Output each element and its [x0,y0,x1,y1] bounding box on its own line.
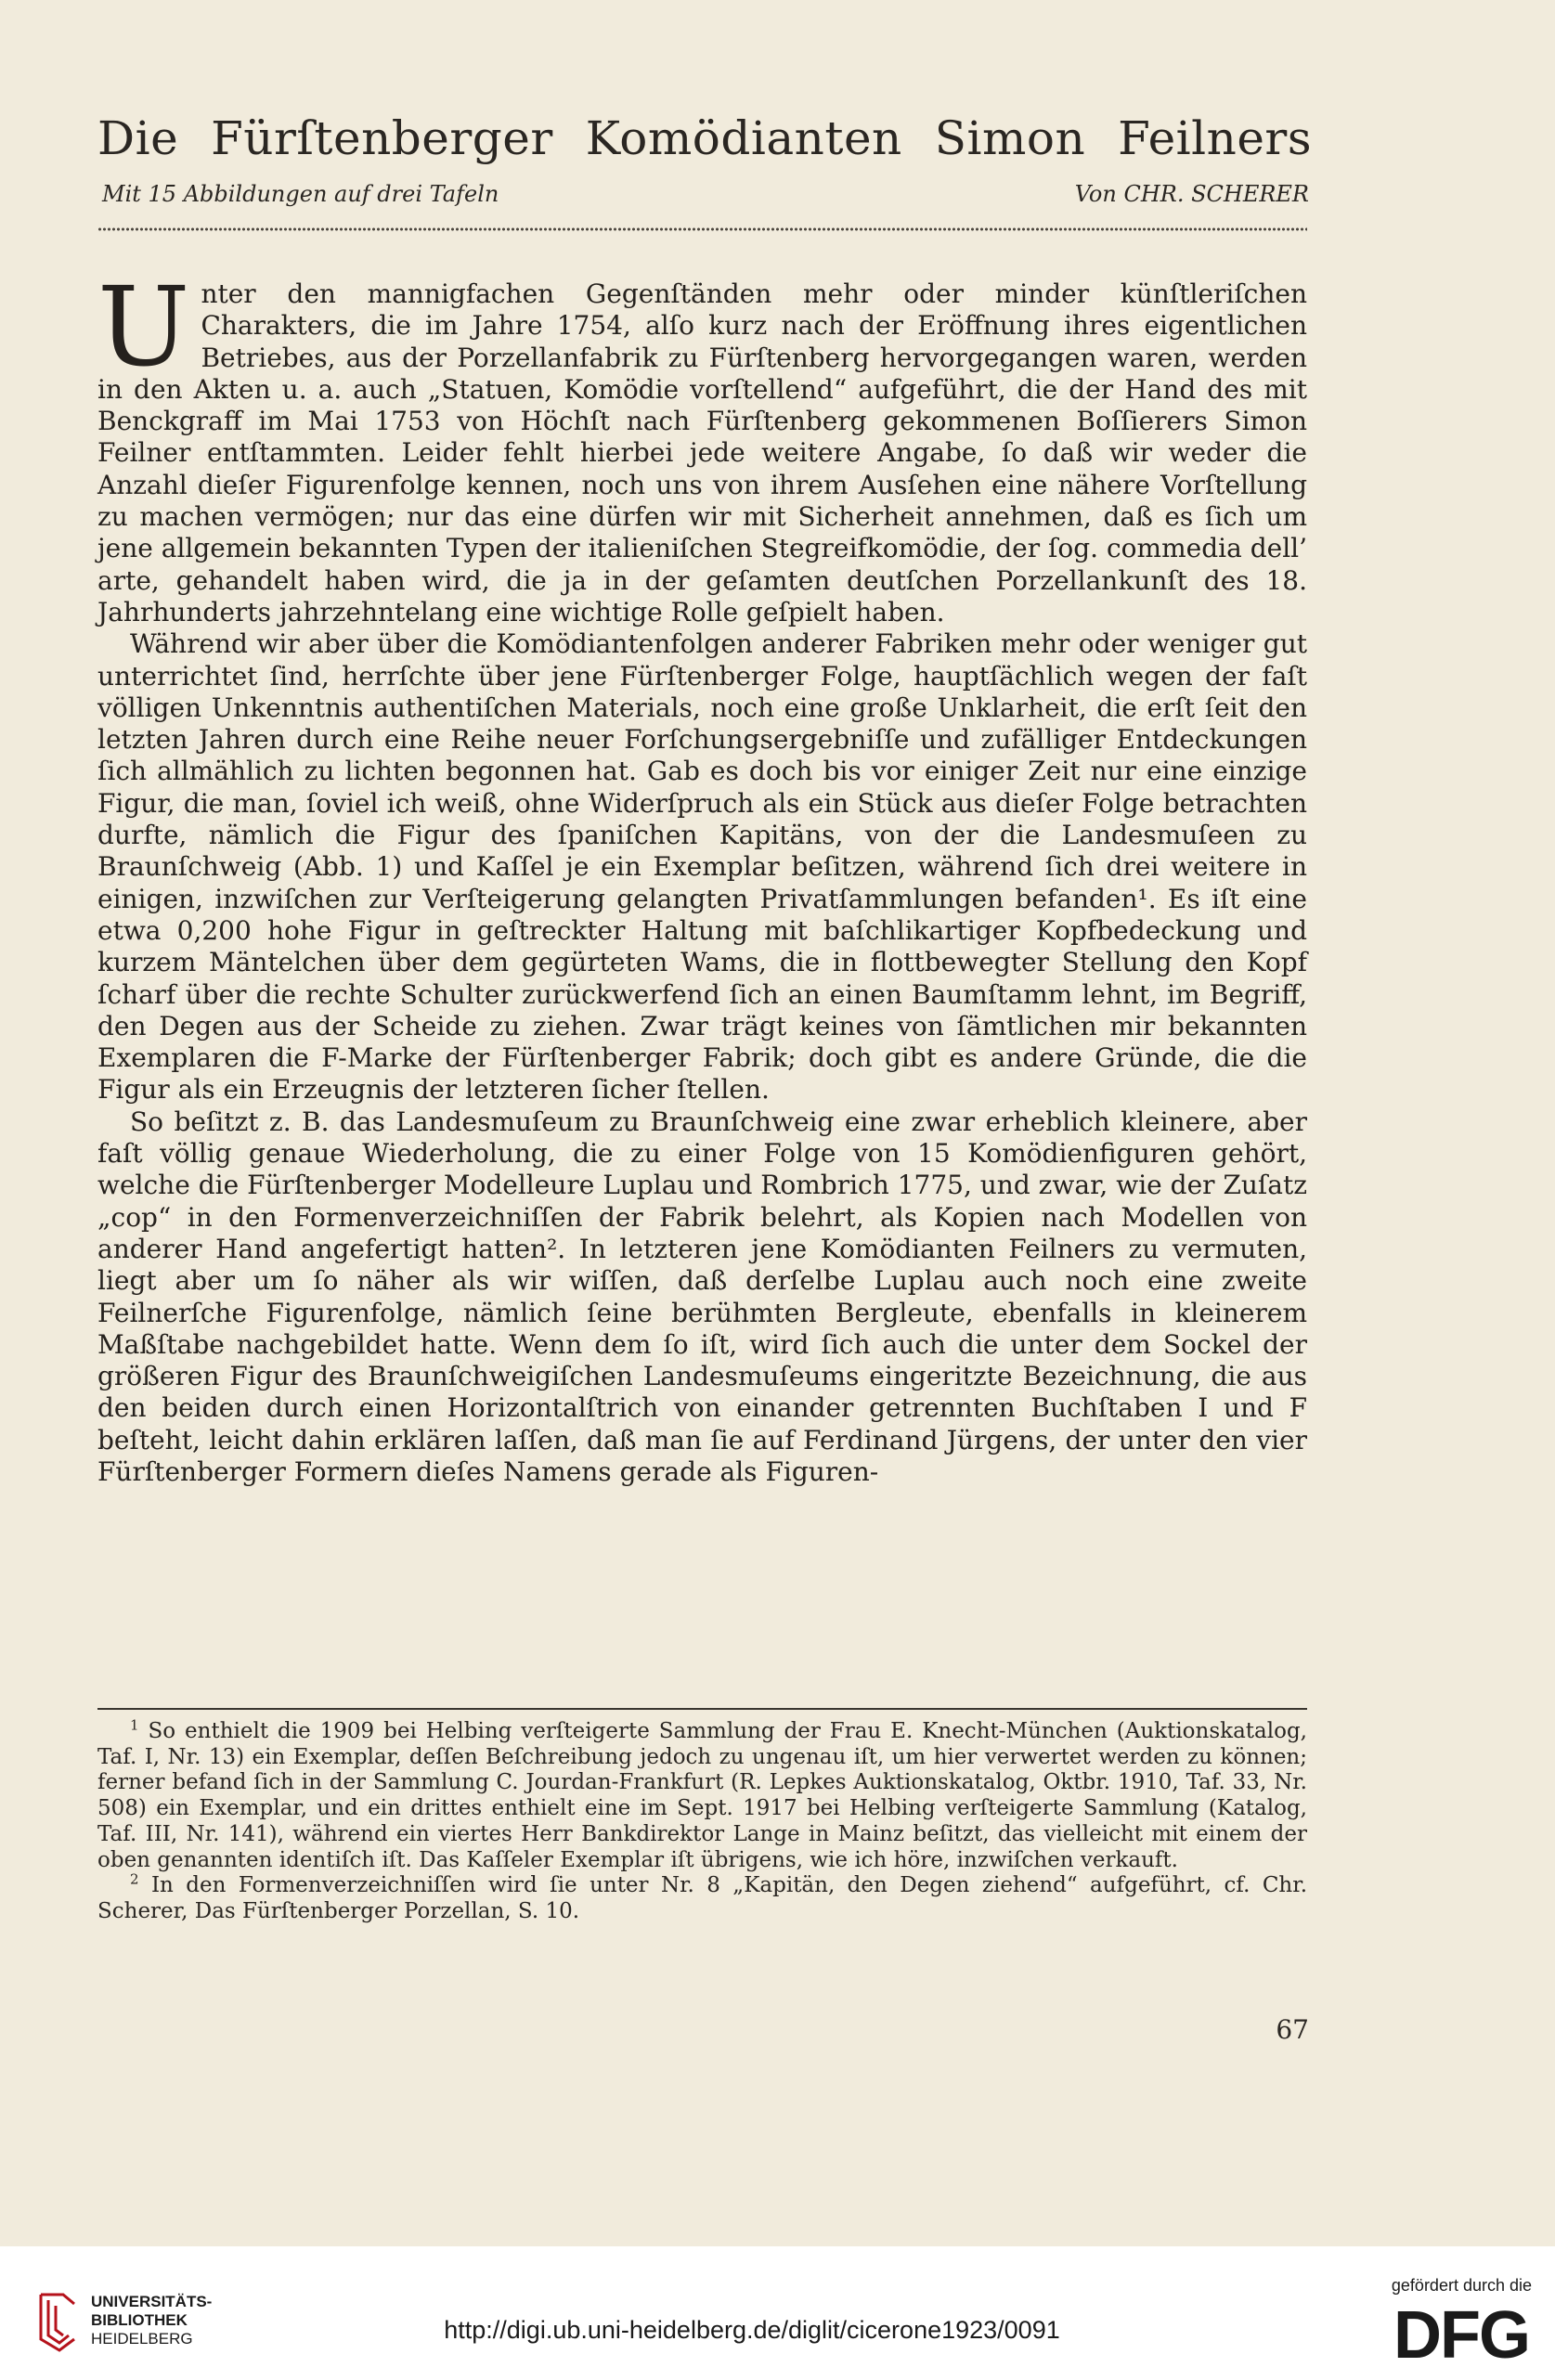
paragraph-2: Während wir aber über die Komödiantenfolgen anderer Fabriken mehr oder weniger gut unterrichtet ſind, herrſchte über jene Fürſtenberger Folge, hauptſächlich wegen der faſt völligen Unkenntnis authentiſchen Materials, noch eine große Unklarheit, die erſt ſeit den letzten Jahren durch eine Reihe neuer Forſchungsergebniſſe und zufälliger Entdeckungen ſich allmählich zu lichten begonnen hat. Gab es doch bis vor einiger Zeit nur eine einzige Figur, die man, ſoviel ich weiß, ohne Widerſpruch als ein Stück aus dieſer Folge betrachten durfte, nämlich die Figur des ſpaniſchen Kapitäns, von der die Landesmuſeen zu Braunſchweig (Abb. 1) und Kaſſel je ein Exemplar beſitzen, während ſich drei weitere in einigen, inzwiſchen zur Verſteigerung gelangten Privatſammlungen befanden¹. Es iſt eine etwa 0,200 hohe Figur in geſtreckter Haltung mit baſchlikartiger Kopfbedeckung und kurzem Mäntelchen über dem gegürteten Wams, die in flottbewegter Stellung den Kopf ſcharf über die rechte Schulter zurückwerfend ſich an einen Baumſtamm lehnt, im Begriff, den Degen aus der Scheide zu ziehen. Zwar trägt keines von ſämtlichen mir bekannten Exemplaren die F-Marke der Fürſtenberger Fabrik; doch gibt es andere Gründe, die die Figur als ein Erzeugnis der letzteren ſicher ſtellen. [97,628,1307,1106]
dfg-logo-text: DFG [1393,2300,1529,2365]
library-name-line3: HEIDELBERG [91,2330,193,2348]
paragraph-1-text: nter den mannigfachen Gegenſtänden mehr oder minder künſtleriſchen Charakters, die im Jahre 1754, alſo kurz nach der Eröffnung ihres eigentlichen Betriebes, aus der Porzellanfabrik zu Fürſtenberg hervorgegangen waren, werden in den Akten u. a. auch „Statuen, Komödie vorſtellend“ aufgeführt, die der Hand des mit Benckgraff im Mai 1753 von Höchſt nach Fürſtenberg gekommenen Boſſierers Simon Feilner entſtammten. Leider fehlt hierbei jede weitere Angabe, ſo daß wir weder die Anzahl dieſer Figurenfolge kennen, noch uns von ihrem Ausſehen eine nähere Vorſtellung zu machen vermögen; nur das eine dürfen wir mit Sicherheit annehmen, daß es ſich um jene allgemein bekannten Typen der italieniſchen Stegreifkomödie, der ſog. commedia dell’ arte, gehandelt haben wird, die ja in der geſamten deutſchen Porzellankunſt des 18. Jahrhunderts jahrzehntelang eine wichtige Rolle geſpielt haben. [97,278,1307,627]
footnotes [97,1716,1308,1925]
library-name [91,2293,212,2348]
article-subline [102,181,1309,207]
funding-caption: gefördert durch die [1391,2276,1532,2295]
library-name-line1: UNIVERSITÄTS- [91,2293,213,2310]
page-number: 67 [1276,2014,1309,2045]
permalink-url[interactable]: http://digi.ub.uni-heidelberg.de/diglit/cicerone1923/0091 [444,2316,1060,2344]
footnote-mark: 2 [130,1870,139,1888]
dfg-logo-icon[interactable] [1369,2300,1532,2365]
footnote-1 [97,1716,1307,1873]
illustrations-note: Mit 15 Abbildungen auf drei Tafeln [102,181,499,207]
dotted-rule [97,226,1307,233]
university-library-logo-icon[interactable] [35,2291,80,2354]
library-name-line2: BIBLIOTHEK [91,2311,188,2329]
paragraph-3: So beſitzt z. B. das Landesmuſeum zu Braunſchweig eine zwar erheblich kleinere, aber faſt völlig genaue Wiederholung, die zu einer Folge von 15 Komödienfiguren gehört, welche die Fürſtenberger Modelleure Luplau und Rombrich 1775, und zwar, wie der Zuſatz „cop“ in den Formenverzeichniſſen der Fabrik belehrt, als Kopien nach Modellen von anderer Hand angefertigt hatten². In letzteren jene Komödianten Feilners zu vermuten, liegt aber um ſo näher als wir wiſſen, daß derſelbe Luplau auch noch eine zweite Feilnerſche Figurenfolge, nämlich ſeine berühmten Bergleute, ebenfalls in kleinerem Maßſtabe nachgebildet hatte. Wenn dem ſo iſt, wird ſich auch die unter dem Sockel der größeren Figur des Braunſchweigiſchen Landesmuſeums eingeritzte Bezeichnung, die aus den beiden durch einen Horizontalſtrich von einander getrennten Buchſtaben I und F beſteht, leicht dahin erklären laſſen, daß man ſie auf Ferdinand Jürgens, der unter den vier Fürſtenberger Formern dieſes Namens gerade als Figuren- [97,1106,1307,1487]
footnote-2 [97,1870,1308,1924]
paragraph-1 [97,263,1307,628]
footnote-separator [97,1708,1307,1710]
viewer-footer [0,2246,1555,2380]
author-byline: Von CHR. SCHERER [1074,181,1309,207]
article-title: Die Fürſtenberger Komödianten Simon Feilners [97,111,1312,165]
footnote-mark: 1 [130,1716,139,1734]
drop-cap: U [97,263,190,391]
article-body [97,263,1307,1488]
footnote-text: In den Formenverzeichniſſen wird ſie unter Nr. 8 „Kapitän, den Degen ziehend“ aufgeführt, cf. Chr. Scherer, Das Fürſtenberger Porzellan, S. 10. [97,1873,1308,1923]
footnote-text: So enthielt die 1909 bei Helbing verſteigerte Sammlung der Frau E. Knecht-München (Auktionskatalog, Taf. I, Nr. 13) ein Exemplar, deſſen Beſchreibung jedoch zu ungenau iſt, um hier verwertet werden zu können; ferner befand ſich in der Sammlung C. Jourdan-Frankfurt (R. Lepkes Auktionskatalog, Oktbr. 1910, Taf. 33, Nr. 508) ein Exemplar, und ein drittes enthielt eine im Sept. 1917 bei Helbing verſteigerte Sammlung (Katalog, Taf. III, Nr. 141), während ein viertes Herr Bankdirektor Lange in Mainz beſitzt, das vielleicht mit einem der oben genannten identiſch iſt. Das Kaſſeler Exemplar iſt übrigens, wie ich höre, inzwiſchen verkauft. [97,1719,1307,1872]
